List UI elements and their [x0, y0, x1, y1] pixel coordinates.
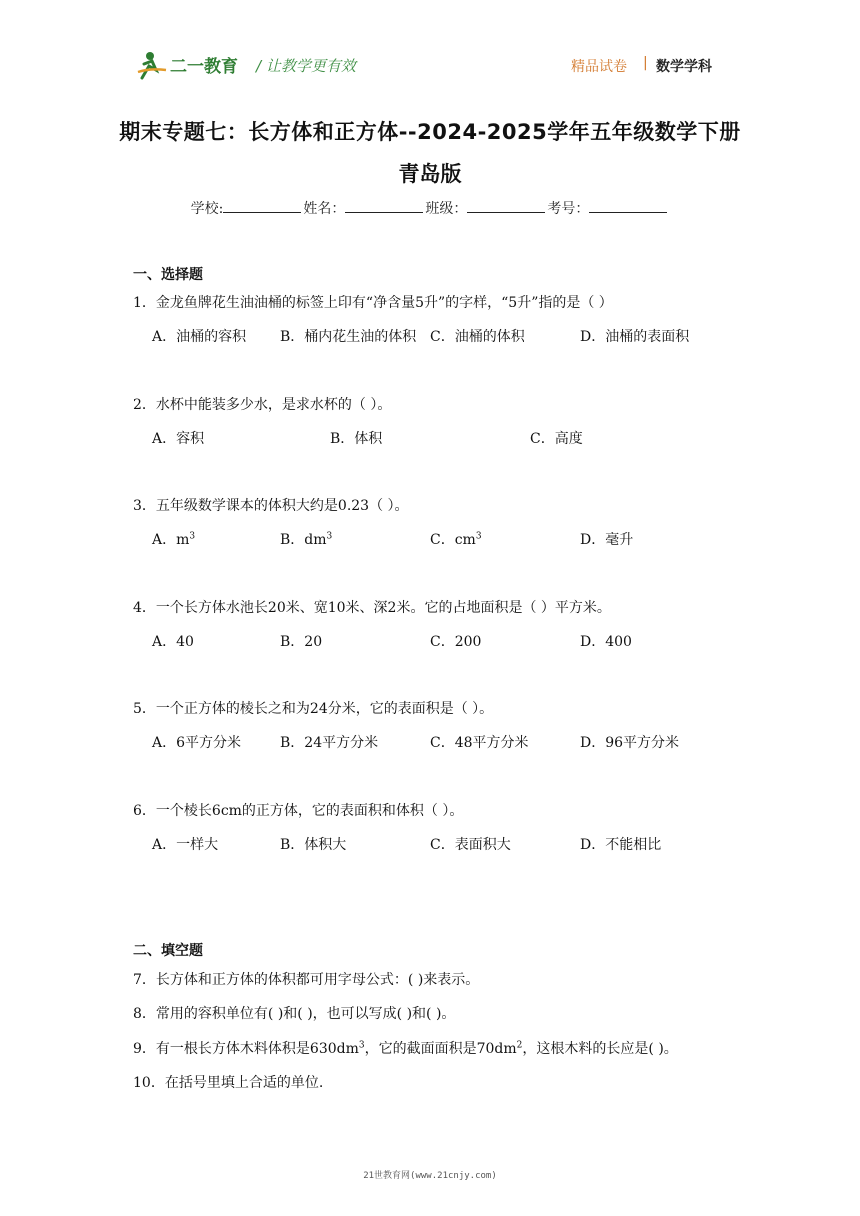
name-label: 姓名：	[303, 201, 346, 217]
logo-text: 二一教育	[170, 57, 238, 77]
section-choice-heading: 一、选择题	[133, 267, 203, 283]
brand-label: 精品试卷	[571, 59, 627, 75]
question-4: 4．一个长方体水池长20米、宽10米、深2米。它的占地面积是（ ）平方米。	[133, 600, 611, 616]
page-title-line2: 青岛版	[398, 162, 462, 186]
q3-option-c[interactable]: C．$cm^3$	[430, 531, 482, 548]
q2-option-b[interactable]: B．体积	[330, 431, 383, 447]
school-label: 学校:	[190, 201, 224, 217]
q6-option-d[interactable]: D．不能相比	[580, 837, 662, 853]
q4-option-a[interactable]: A．40	[152, 634, 194, 650]
q1-option-c[interactable]: C．油桶的体积	[430, 329, 525, 345]
q5-option-d[interactable]: D．96平方分米	[580, 735, 680, 751]
exam-no-label: 考号：	[547, 201, 590, 217]
subject-label: 数学学科	[656, 59, 712, 75]
q3-option-a[interactable]: A．$m^3$	[152, 531, 196, 548]
class-label: 班级：	[425, 201, 468, 217]
student-info-line	[0, 198, 860, 218]
q1-option-d[interactable]: D．油桶的表面积	[580, 329, 690, 345]
slogan: / 让教学更有效	[256, 57, 356, 75]
question-7: 7．长方体和正方体的体积都可用字母公式：( )来表示。	[133, 972, 480, 988]
q5-option-b[interactable]: B．24平方分米	[280, 735, 379, 751]
q1-option-b[interactable]: B．桶内花生油的体积	[280, 329, 417, 345]
q5-option-c[interactable]: C．48平方分米	[430, 735, 529, 751]
name-blank[interactable]	[345, 198, 423, 213]
q3-option-b[interactable]: B．$dm^3$	[280, 531, 333, 548]
q4-option-d[interactable]: D．400	[580, 634, 632, 650]
q3-option-d[interactable]: D．毫升	[580, 532, 634, 548]
q2-option-c[interactable]: C．高度	[530, 431, 583, 447]
section-fill-heading: 二、填空题	[133, 943, 203, 959]
logo	[136, 50, 246, 80]
runner-logo-icon	[136, 50, 246, 80]
question-6: 6．一个棱长6cm的正方体，它的表面积和体积（ ）。	[133, 803, 464, 819]
school-blank[interactable]	[223, 198, 301, 213]
question-10: 10．在括号里填上合适的单位.	[133, 1075, 324, 1091]
exam-no-blank[interactable]	[589, 198, 667, 213]
question-1: 1．金龙鱼牌花生油油桶的标签上印有“净含量5升”的字样，“5升”指的是（ ）	[133, 295, 613, 311]
question-3: 3．五年级数学课本的体积大约是0.23（ ）。	[133, 498, 409, 514]
brand-separator: |	[643, 55, 648, 71]
q5-option-a[interactable]: A．6平方分米	[152, 735, 242, 751]
q6-option-b[interactable]: B．体积大	[280, 837, 347, 853]
q2-option-a[interactable]: A．容积	[152, 431, 205, 447]
q1-option-a[interactable]: A．油桶的容积	[152, 329, 247, 345]
question-8: 8．常用的容积单位有( )和( )，也可以写成( )和( )。	[133, 1006, 456, 1022]
question-2: 2．水杯中能装多少水，是求水杯的（ ）。	[133, 397, 392, 413]
class-blank[interactable]	[467, 198, 545, 213]
page-title: 期末专题七：长方体和正方体--2024-2025学年五年级数学下册	[119, 120, 741, 144]
question-5: 5．一个正方体的棱长之和为24分米，它的表面积是（ ）。	[133, 701, 494, 717]
question-9: 9．有一根长方体木料体积是$630dm^3$，它的截面面积是$70dm^2$，这根木料的长应是( )。	[133, 1040, 678, 1057]
q6-option-a[interactable]: A．一样大	[152, 837, 219, 853]
q4-option-c[interactable]: C．200	[430, 634, 482, 650]
q4-option-b[interactable]: B．20	[280, 634, 323, 650]
footer-watermark: 21世教育网(www.21cnjy.com)	[363, 1171, 497, 1181]
q6-option-c[interactable]: C．表面积大	[430, 837, 511, 853]
